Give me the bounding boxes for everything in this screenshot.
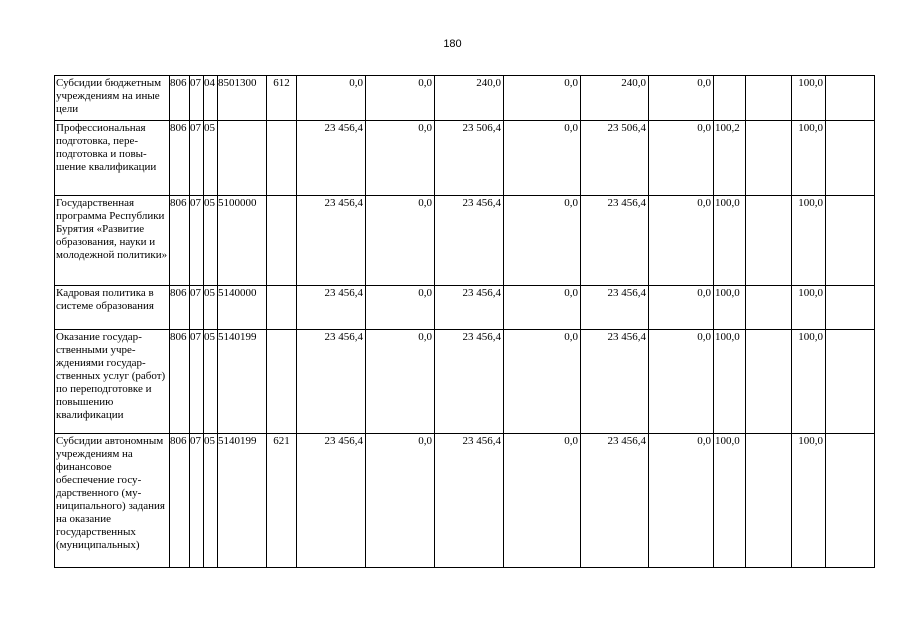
amount-cell: 23 456,4 — [581, 330, 649, 434]
expense-type-cell — [267, 196, 297, 286]
row-name-cell: Кадровая политика в системе образования — [55, 286, 170, 330]
amount-cell: 23 456,4 — [581, 286, 649, 330]
amount-cell: 0,0 — [649, 76, 714, 121]
amount-cell: 23 506,4 — [581, 121, 649, 196]
amount-cell: 0,0 — [366, 286, 435, 330]
subsection-cell: 05 — [204, 330, 218, 434]
percent-cell — [826, 286, 875, 330]
amount-cell: 23 506,4 — [435, 121, 504, 196]
amount-cell: 0,0 — [504, 286, 581, 330]
subsection-cell: 05 — [204, 121, 218, 196]
percent-cell — [746, 196, 792, 286]
amount-cell: 0,0 — [649, 121, 714, 196]
subsection-cell: 05 — [204, 286, 218, 330]
table-row — [55, 286, 875, 330]
amount-cell: 23 456,4 — [297, 434, 366, 568]
percent-cell: 100,0 — [792, 434, 826, 568]
expense-type-cell — [267, 286, 297, 330]
amount-cell: 0,0 — [366, 434, 435, 568]
amount-cell: 240,0 — [435, 76, 504, 121]
section-cell: 07 — [190, 196, 204, 286]
section-cell: 07 — [190, 76, 204, 121]
percent-cell: 100,0 — [792, 286, 826, 330]
percent-cell: 100,0 — [714, 330, 746, 434]
amount-cell: 0,0 — [649, 434, 714, 568]
table-body — [55, 76, 875, 568]
percent-cell: 100,0 — [792, 196, 826, 286]
amount-cell: 23 456,4 — [435, 330, 504, 434]
row-name-cell: Субсидии бюджетным учреждениям на иные цели — [55, 76, 170, 121]
amount-cell: 0,0 — [504, 76, 581, 121]
grbs-cell: 806 — [170, 121, 190, 196]
subsection-cell: 05 — [204, 434, 218, 568]
amount-cell: 0,0 — [504, 121, 581, 196]
percent-cell — [746, 121, 792, 196]
amount-cell: 0,0 — [504, 434, 581, 568]
table-row — [55, 121, 875, 196]
subsection-cell: 05 — [204, 196, 218, 286]
grbs-cell: 806 — [170, 76, 190, 121]
amount-cell: 0,0 — [366, 196, 435, 286]
percent-cell: 100,0 — [792, 121, 826, 196]
amount-cell: 23 456,4 — [297, 196, 366, 286]
percent-cell — [714, 76, 746, 121]
budget-table — [54, 75, 875, 568]
percent-cell: 100,0 — [714, 196, 746, 286]
amount-cell: 23 456,4 — [297, 121, 366, 196]
grbs-cell: 806 — [170, 196, 190, 286]
amount-cell: 23 456,4 — [297, 286, 366, 330]
table-row — [55, 196, 875, 286]
percent-cell: 100,2 — [714, 121, 746, 196]
amount-cell: 0,0 — [366, 76, 435, 121]
amount-cell: 23 456,4 — [435, 286, 504, 330]
section-cell: 07 — [190, 434, 204, 568]
grbs-cell: 806 — [170, 434, 190, 568]
target-article-cell: 5140199 — [218, 330, 267, 434]
amount-cell: 0,0 — [297, 76, 366, 121]
percent-cell — [826, 121, 875, 196]
target-article-cell — [218, 121, 267, 196]
section-cell: 07 — [190, 330, 204, 434]
amount-cell: 23 456,4 — [581, 434, 649, 568]
amount-cell: 0,0 — [504, 330, 581, 434]
row-name-cell: Оказание государственными учреждениями государственных услуг (работ) по переподготовке и повышению квалификации — [55, 330, 170, 434]
percent-cell: 100,0 — [714, 434, 746, 568]
amount-cell: 0,0 — [649, 196, 714, 286]
subsection-cell: 04 — [204, 76, 218, 121]
row-name-cell: Профессиональная подготовка, переподготовка и повышение квалификации — [55, 121, 170, 196]
amount-cell: 23 456,4 — [581, 196, 649, 286]
percent-cell: 100,0 — [792, 76, 826, 121]
target-article-cell: 5100000 — [218, 196, 267, 286]
target-article-cell: 5140199 — [218, 434, 267, 568]
percent-cell — [826, 434, 875, 568]
amount-cell: 240,0 — [581, 76, 649, 121]
percent-cell — [746, 76, 792, 121]
table-row — [55, 330, 875, 434]
amount-cell: 23 456,4 — [435, 196, 504, 286]
amount-cell: 23 456,4 — [297, 330, 366, 434]
percent-cell — [746, 286, 792, 330]
amount-cell: 0,0 — [366, 330, 435, 434]
row-name-cell: Государственная программа Республики Бурятия «Развитие образования, науки и молодежной политики» — [55, 196, 170, 286]
expense-type-cell: 621 — [267, 434, 297, 568]
table-row — [55, 76, 875, 121]
amount-cell: 0,0 — [504, 196, 581, 286]
section-cell: 07 — [190, 286, 204, 330]
percent-cell — [826, 76, 875, 121]
row-name-cell: Субсидии автономным учреждениям на финансовое обеспечение государственного (муниципального) задания на оказание государственных (муниципальных) — [55, 434, 170, 568]
grbs-cell: 806 — [170, 286, 190, 330]
amount-cell: 0,0 — [366, 121, 435, 196]
target-article-cell: 8501300 — [218, 76, 267, 121]
target-article-cell: 5140000 — [218, 286, 267, 330]
percent-cell: 100,0 — [792, 330, 826, 434]
section-cell: 07 — [190, 121, 204, 196]
page-number: 180 — [443, 38, 462, 50]
percent-cell — [826, 196, 875, 286]
expense-type-cell: 612 — [267, 76, 297, 121]
expense-type-cell — [267, 330, 297, 434]
percent-cell — [746, 434, 792, 568]
amount-cell: 23 456,4 — [435, 434, 504, 568]
percent-cell — [746, 330, 792, 434]
percent-cell: 100,0 — [714, 286, 746, 330]
table-row — [55, 434, 875, 568]
expense-type-cell — [267, 121, 297, 196]
grbs-cell: 806 — [170, 330, 190, 434]
amount-cell: 0,0 — [649, 330, 714, 434]
percent-cell — [826, 330, 875, 434]
amount-cell: 0,0 — [649, 286, 714, 330]
